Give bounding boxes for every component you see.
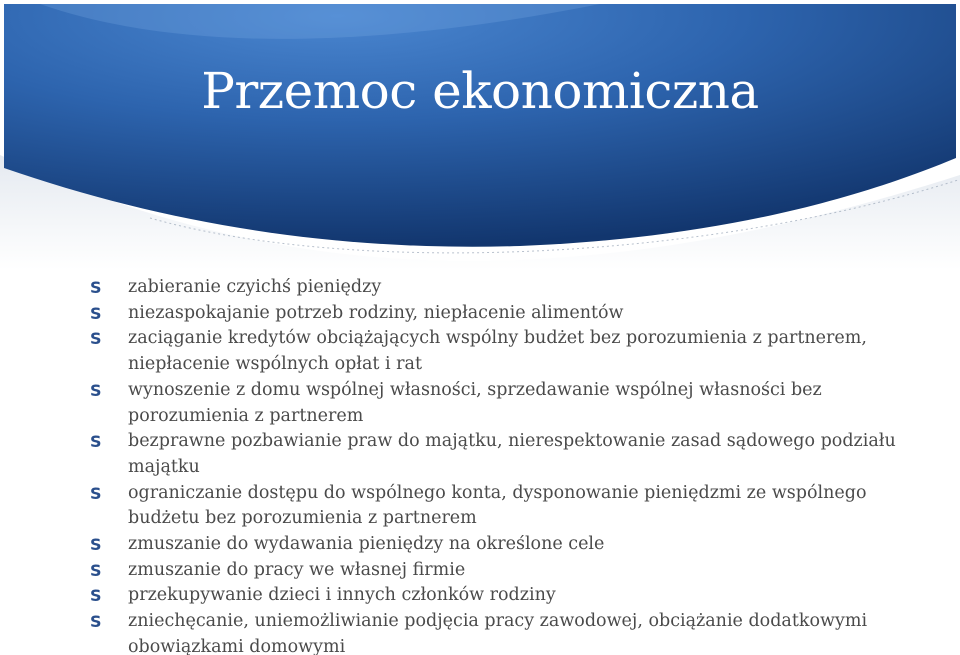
title-banner: [0, 0, 960, 280]
banner-shape: [4, 4, 956, 247]
bullet-icon: S: [90, 278, 102, 297]
bullet-icon: S: [90, 560, 102, 580]
bullet-icon: S: [90, 535, 102, 555]
list-item: [90, 583, 940, 609]
bullet-text: zmuszanie do pracy we własnej firmie: [128, 559, 466, 580]
bullet-text: zmuszanie do wydawania pieniędzy na określone cele: [128, 534, 605, 555]
bullet-text: zniechęcanie, uniemożliwianie podjęcia pracy zawodowej, obciążanie dodatkowymi obowiązkami domowymi: [128, 611, 868, 655]
bullet-icon: S: [90, 329, 102, 349]
bullet-icon: S: [90, 380, 102, 400]
bullet-text: ograniczanie dostępu do wspólnego konta, dysponowanie pieniędzmi ze wspólnego budżetu bez porozumienia z partnerem: [128, 482, 867, 529]
list-item: [90, 275, 940, 301]
list-item: [90, 558, 940, 584]
bullet-icon: S: [90, 432, 102, 452]
list-item: [90, 481, 940, 532]
list-item: [90, 378, 940, 429]
bullet-text: zabieranie czyichś pieniędzy: [128, 277, 382, 297]
bullet-icon: S: [90, 483, 102, 503]
bullet-list: [90, 275, 940, 655]
bullet-text: przekupywanie dzieci i innych członków rodziny: [128, 585, 556, 606]
bullet-icon: S: [90, 586, 102, 606]
list-item: [90, 429, 940, 480]
bullet-text: bezprawne pozbawianie praw do majątku, nierespektowanie zasad sądowego podziału majątku: [128, 431, 896, 477]
list-item: [90, 609, 940, 655]
list-item: [90, 301, 940, 327]
bullet-icon: S: [90, 303, 102, 323]
slide-title: Przemoc ekonomiczna: [201, 62, 759, 120]
bullet-icon: S: [90, 612, 102, 632]
bullet-text: niezaspokajanie potrzeb rodziny, niepłacenie alimentów: [128, 302, 624, 323]
list-item: [90, 326, 940, 377]
bullet-text: zaciąganie kredytów obciążających wspólny budżet bez porozumienia z partnerem, niepłacenie wspólnych opłat i rat: [128, 328, 867, 375]
bullet-text: wynoszenie z domu wspólnej własności, sprzedawanie wspólnej własności bez porozumienia z partnerem: [128, 379, 822, 426]
list-item: [90, 532, 940, 558]
